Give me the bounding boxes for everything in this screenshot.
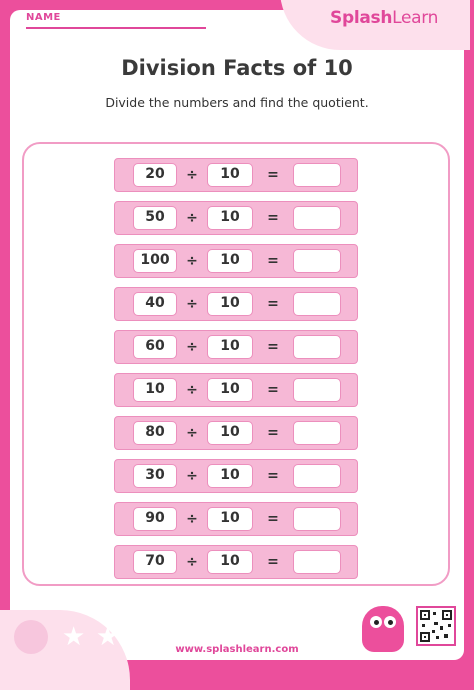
answer-box[interactable] — [293, 421, 341, 445]
dividend-box: 40 — [133, 292, 177, 316]
divisor-box: 10 — [207, 378, 253, 402]
equals-sign: = — [267, 425, 279, 441]
equals-sign: = — [267, 339, 279, 355]
divisor-box: 10 — [207, 464, 253, 488]
answer-box[interactable] — [293, 249, 341, 273]
dividend-box: 100 — [133, 249, 177, 273]
divisor-box: 10 — [207, 163, 253, 187]
answer-box[interactable] — [293, 292, 341, 316]
divide-sign: ÷ — [186, 511, 198, 527]
dividend-box: 10 — [133, 378, 177, 402]
divide-sign: ÷ — [186, 296, 198, 312]
equals-sign: = — [267, 468, 279, 484]
instructions: Divide the numbers and find the quotient. — [105, 95, 369, 110]
mascot-icon — [362, 606, 404, 652]
dividend-box: 20 — [133, 163, 177, 187]
dividend-box: 30 — [133, 464, 177, 488]
splashlearn-logo: SplashLearn — [330, 8, 439, 28]
divisor-box: 10 — [207, 550, 253, 574]
divisor-box: 10 — [207, 206, 253, 230]
problem-row — [114, 158, 358, 192]
dividend-box: 90 — [133, 507, 177, 531]
divide-sign: ÷ — [186, 167, 198, 183]
divide-sign: ÷ — [186, 468, 198, 484]
name-line[interactable] — [26, 27, 206, 29]
star-icon: ★ — [96, 622, 120, 652]
problem-row — [114, 502, 358, 536]
divisor-box: 10 — [207, 507, 253, 531]
answer-box[interactable] — [293, 206, 341, 230]
equals-sign: = — [267, 167, 279, 183]
divide-sign: ÷ — [186, 253, 198, 269]
problem-row — [114, 201, 358, 235]
divisor-box: 10 — [207, 335, 253, 359]
divide-sign: ÷ — [186, 554, 198, 570]
answer-box[interactable] — [293, 507, 341, 531]
answer-box[interactable] — [293, 550, 341, 574]
divisor-box: 10 — [207, 292, 253, 316]
problem-row — [114, 416, 358, 450]
answer-box[interactable] — [293, 163, 341, 187]
star-icon: ★ — [62, 622, 86, 652]
problem-row — [114, 373, 358, 407]
qr-code-icon — [416, 606, 456, 646]
equals-sign: = — [267, 253, 279, 269]
dividend-box: 60 — [133, 335, 177, 359]
equals-sign: = — [267, 554, 279, 570]
problem-row — [114, 244, 358, 278]
star-icon: ★ — [130, 622, 154, 652]
name-label: NAME — [26, 12, 61, 23]
divisor-box: 10 — [207, 249, 253, 273]
problem-row — [114, 459, 358, 493]
footer-url[interactable]: www.splashlearn.com — [175, 644, 299, 655]
page-title: Division Facts of 10 — [121, 56, 353, 80]
equals-sign: = — [267, 382, 279, 398]
equals-sign: = — [267, 296, 279, 312]
problem-row — [114, 330, 358, 364]
answer-box[interactable] — [293, 335, 341, 359]
answer-box[interactable] — [293, 464, 341, 488]
divide-sign: ÷ — [186, 339, 198, 355]
dividend-box: 70 — [133, 550, 177, 574]
divisor-box: 10 — [207, 421, 253, 445]
divide-sign: ÷ — [186, 210, 198, 226]
equals-sign: = — [267, 210, 279, 226]
problem-row — [114, 287, 358, 321]
problem-row — [114, 545, 358, 579]
equals-sign: = — [267, 511, 279, 527]
divide-sign: ÷ — [186, 425, 198, 441]
divide-sign: ÷ — [186, 382, 198, 398]
dividend-box: 50 — [133, 206, 177, 230]
dividend-box: 80 — [133, 421, 177, 445]
answer-box[interactable] — [293, 378, 341, 402]
